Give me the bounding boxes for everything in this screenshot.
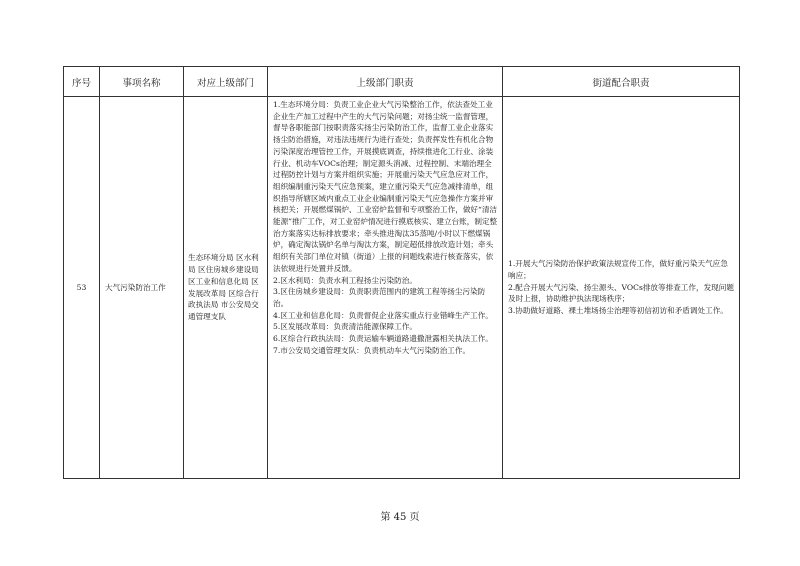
table-row	[64, 97, 740, 479]
duty-paragraph: 6.区综合行政执法局：负责运输车辆道路遗撒泄露相关执法工作。	[273, 334, 493, 344]
superior-departments: 生态环境分局 区水利局 区住房城乡建设局 区工业和信息化局 区发展改革局 区综合行政执法局 市公安局交通管理支队	[184, 97, 268, 479]
duty-paragraph: 3.区住房城乡建设局：负责职责范围内的建筑工程等扬尘污染防治。	[273, 287, 486, 308]
row-number: 53	[64, 97, 100, 479]
street-duty-item: 1.开展大气污染防治保护政策法规宣传工作，做好重污染天气应急响应；	[508, 259, 728, 280]
street-duties-cell	[503, 97, 740, 479]
duty-paragraph: 7.市公安局交通管理支队：负责机动车大气污染防治工作。	[273, 345, 471, 355]
street-duty-item: 2.配合开展大气污染、扬尘源头、VOCs排放等排查工作，发现问题及时上报，协助维护执法现场秩序；	[508, 282, 734, 304]
page-number: 第 45 页	[380, 512, 420, 523]
duty-paragraph: 4.区工业和信息化局：负责督促企业落实重点行业错峰生产工作。	[273, 310, 493, 320]
header-street-duties: 街道配合职责	[503, 67, 740, 97]
responsibility-table	[63, 66, 740, 479]
item-name: 大气污染防治工作	[100, 97, 184, 479]
superior-duties-cell	[268, 97, 503, 479]
duty-paragraph: 1.生态环境分局：负责工业企业大气污染整治工作，依法查处工业企业生产加工过程中产生的大气污染问题；对扬尘统一监督管理，督导各职能部门按职责落实扬尘污染防治工作，监督工业企业落实扬尘防治措施，对违法违规行为进行查处；负责挥发性有机化合物污染深度治理管控工作，开展摸底调查，持续推进化工行业、涂装行业、机动车VOCs治理；制定源头消减、过程控制、末端治理全过程防控计划与方案并组织实施；开展重污染天气应急应对工作，组织编制重污染天气应急预案，建立重污染天气应急减排清单，组织指导所辖区域内重点工业企业编制重污染天气应急操作方案并审核把关；开展燃煤锅炉、工业窑炉监督和专项整治工作，做好“清洁能源”推广工作，对工业窑炉情况进行摸底核实、建立台账，制定整治方案落实达标排放要求；牵头推进淘汰35蒸吨/小时以下燃煤锅炉，确定淘汰锅炉名单与淘汰方案，制定超低排放改造计划；牵头组织有关部门单位对镇（街道）上报的问题线索进行核查落实，依法依规进行处置并反馈。	[273, 100, 498, 273]
table-header-row	[64, 67, 740, 97]
header-superior-duties: 上级部门职责	[268, 67, 503, 97]
header-superior-dept: 对应上级部门	[184, 67, 268, 97]
header-number: 序号	[64, 67, 100, 97]
duty-paragraph: 2.区水利局：负责水利工程扬尘污染防治。	[273, 275, 417, 285]
header-item-name: 事项名称	[100, 67, 184, 97]
street-duty-item: 3.协助做好道路、裸土堆场扬尘治理等初信初访和矛盾调处工作。	[508, 306, 728, 316]
duty-paragraph: 5.区发展改革局：负责清洁能源保障工作。	[273, 322, 417, 332]
